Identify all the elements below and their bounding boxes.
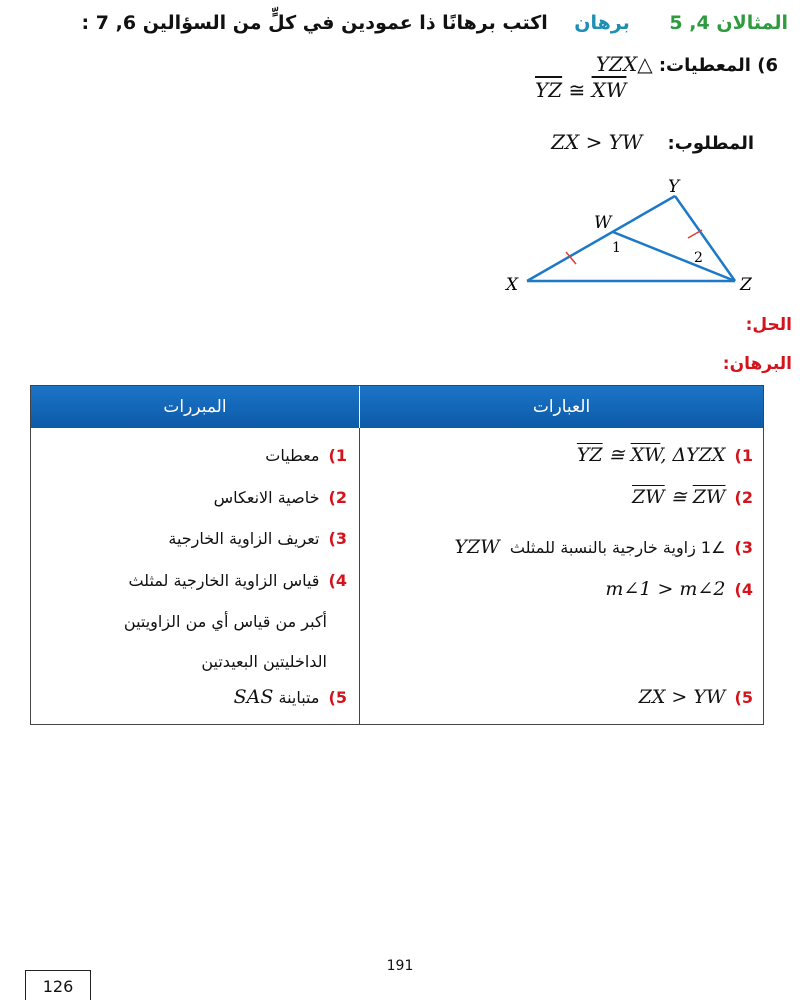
reason-row-4-line-2	[124, 612, 327, 631]
given-congruence	[535, 78, 626, 102]
examples-label: المثالان 4, 5	[669, 12, 788, 34]
reason-row-2	[214, 488, 347, 507]
prove-label: المطلوب:	[667, 133, 754, 154]
reason-row-4	[128, 571, 347, 590]
proof-label: برهان	[574, 12, 630, 34]
reason-3-text: تعريف الزاوية الخارجية	[168, 529, 320, 548]
statement-5-math: ZX > YW	[638, 686, 726, 708]
side-xy	[527, 196, 675, 281]
proof-table	[30, 385, 764, 725]
triangle-yzx: , ΔYZX	[660, 444, 726, 466]
congruent-symbol: ≅	[608, 444, 625, 466]
statement-1-math	[577, 444, 726, 466]
reason-row-1	[265, 446, 347, 465]
vertex-label-z: Z	[740, 275, 752, 295]
column-divider	[359, 428, 360, 724]
triangle-figure	[490, 170, 780, 300]
congruent-symbol: ≅	[568, 78, 586, 102]
vertex-label-w: W	[594, 213, 612, 233]
reason-5-text: متباينة	[278, 688, 320, 707]
statement-number: 4)	[734, 580, 753, 599]
statement-3-math: YZW	[454, 536, 500, 558]
problem-number: 6)	[757, 55, 778, 76]
reason-row-3	[168, 529, 347, 548]
statement-row-3	[454, 536, 753, 558]
reason-4-line-2: أكبر من قياس أي من الزاويتين	[123, 612, 327, 631]
given-seg-xw: $\overline{XW}$	[591, 78, 627, 102]
statement-number: 5)	[734, 688, 753, 707]
reason-2-text: خاصية الانعكاس	[213, 488, 320, 507]
exercise-header	[8, 12, 788, 34]
reason-number: 1)	[328, 446, 347, 465]
reason-row-4-line-3	[201, 652, 327, 671]
statement-row-5	[639, 686, 753, 708]
statement-number: 3)	[734, 538, 753, 557]
reason-4-line-1: قياس الزاوية الخارجية لمثلث	[128, 571, 320, 590]
reason-5-math: SAS	[233, 686, 274, 708]
page-number-box: 126	[25, 970, 91, 1000]
reason-4-line-3: الداخليتين البعيدتين	[201, 652, 327, 671]
statement-row-4	[605, 578, 753, 600]
prove-line	[551, 130, 754, 154]
proof-heading: البرهان:	[722, 354, 792, 374]
reason-1-text: معطيات	[265, 446, 320, 465]
segment-yz: $\overline{YZ}$	[576, 444, 603, 466]
given-seg-yz: $\overline{YZ}$	[535, 78, 563, 102]
statement-2-math	[632, 486, 725, 508]
angle-label-1: 1	[612, 240, 621, 256]
vertex-label-y: Y	[668, 177, 680, 197]
page-number: 191	[386, 958, 414, 974]
statement-row-1	[577, 444, 753, 466]
angle-label-2: 2	[694, 250, 703, 266]
given-line	[596, 52, 778, 76]
reason-number: 5)	[328, 688, 347, 707]
reason-number: 2)	[328, 488, 347, 507]
reason-number: 4)	[328, 571, 347, 590]
segment-xw: $\overline{XW}$	[630, 444, 661, 466]
statements-header: العبارات	[360, 386, 763, 428]
reason-row-5	[234, 686, 347, 708]
reasons-header: المبررات	[31, 386, 360, 428]
congruent-symbol: ≅	[670, 486, 687, 508]
vertex-label-x: X	[506, 275, 519, 295]
segment-zw: $\overline{ZW}$	[692, 486, 726, 508]
solution-label: الحل:	[745, 315, 792, 335]
given-label: المعطيات:	[658, 55, 751, 76]
statement-3-text: ∠1 زاوية خارجية بالنسبة للمثلث	[509, 538, 726, 557]
tick-mark-yz	[688, 230, 702, 238]
prove-statement: ZX > YW	[551, 130, 643, 154]
segment-zw: $\overline{ZW}$	[631, 486, 665, 508]
statement-row-2	[632, 486, 753, 508]
statement-4-math: m∠1 > m∠2	[605, 578, 726, 600]
statement-number: 1)	[734, 446, 753, 465]
statement-number: 2)	[734, 488, 753, 507]
given-triangle: △YZX	[595, 52, 653, 76]
reason-number: 3)	[328, 529, 347, 548]
instruction-text: اكتب برهانًا ذا عمودين في كلٍّ من السؤالين 6, 7 :	[81, 12, 548, 34]
